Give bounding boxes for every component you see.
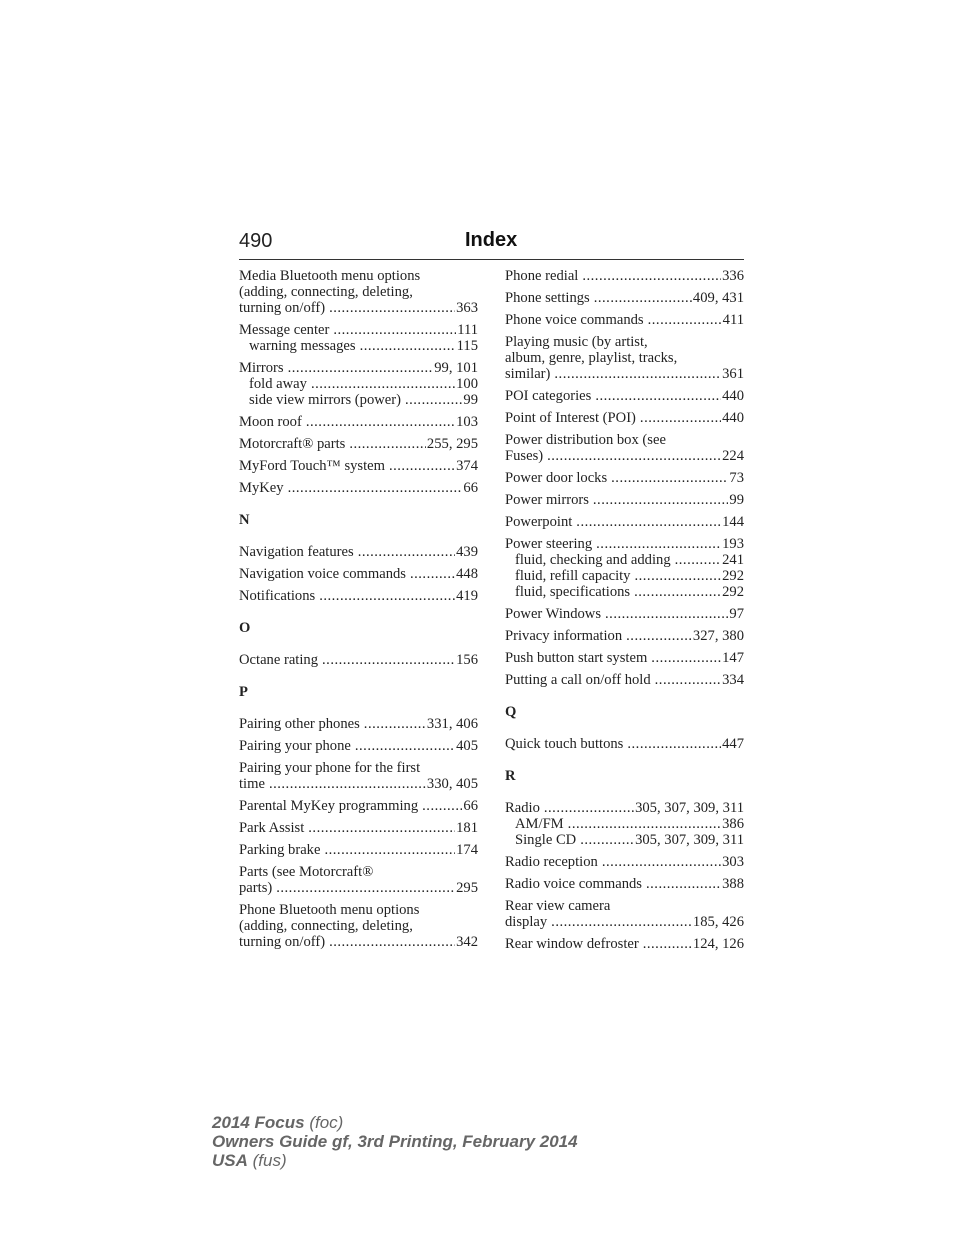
dot-leader xyxy=(269,776,426,792)
entry-text: Point of Interest (POI) xyxy=(505,410,636,426)
index-entry-line xyxy=(505,268,744,284)
dot-leader xyxy=(333,322,456,338)
footer-market-code: (fus) xyxy=(247,1151,287,1170)
dot-leader xyxy=(389,458,455,474)
index-entry xyxy=(505,628,744,644)
page-reference: 334 xyxy=(722,672,744,688)
index-entry xyxy=(505,800,744,848)
dot-leader xyxy=(551,914,692,930)
page-reference: 388 xyxy=(722,876,744,892)
dot-leader xyxy=(596,536,721,552)
dot-leader xyxy=(329,934,455,950)
index-entry-line xyxy=(239,902,478,918)
dot-leader xyxy=(582,268,721,284)
index-entry xyxy=(239,268,478,316)
page-reference: 331, 406 xyxy=(426,716,478,732)
footer-model-line xyxy=(212,1113,578,1132)
index-entry xyxy=(505,290,744,306)
index-entry-line xyxy=(239,842,478,858)
entry-text: Power distribution box (see xyxy=(505,432,666,448)
index-subentry-line xyxy=(239,376,478,392)
page-reference: 193 xyxy=(722,536,744,552)
index-entry-line xyxy=(239,480,478,496)
index-entry xyxy=(239,902,478,950)
index-entry xyxy=(505,334,744,382)
page-reference: 439 xyxy=(456,544,478,560)
entry-text: POI categories xyxy=(505,388,592,404)
index-entry xyxy=(239,738,478,754)
index-entry-line xyxy=(239,414,478,430)
entry-text: Playing music (by artist, xyxy=(505,334,648,350)
page-reference: 97 xyxy=(729,606,744,622)
index-entry-line xyxy=(239,458,478,474)
dot-leader xyxy=(288,360,434,376)
page-reference: 336 xyxy=(722,268,744,284)
footer-model-code: (foc) xyxy=(304,1113,344,1132)
page-reference: 115 xyxy=(456,338,478,354)
index-entry-line xyxy=(505,606,744,622)
entry-text: Parental MyKey programming xyxy=(239,798,419,814)
index-entry xyxy=(505,606,744,622)
dot-leader xyxy=(322,652,455,668)
page-reference: 448 xyxy=(456,566,478,582)
dot-leader xyxy=(568,816,721,832)
page-reference: 440 xyxy=(722,410,744,426)
entry-text: Message center xyxy=(239,322,330,338)
page-reference: 111 xyxy=(457,322,478,338)
index-subentry-line xyxy=(505,584,744,600)
entry-text: Radio voice commands xyxy=(505,876,642,892)
index-entry xyxy=(239,436,478,452)
entry-text: turning on/off) xyxy=(239,300,326,316)
entry-text: fluid, specifications xyxy=(515,584,631,600)
page-reference: 255, 295 xyxy=(426,436,478,452)
page-reference: 327, 380 xyxy=(692,628,744,644)
footer-model: 2014 Focus xyxy=(212,1113,305,1132)
page-reference: 419 xyxy=(456,588,478,604)
dot-leader xyxy=(355,738,455,754)
entry-text: (adding, connecting, deleting, xyxy=(239,284,413,300)
index-entry xyxy=(239,842,478,858)
index-entry-line xyxy=(505,936,744,952)
entry-text: Rear view camera xyxy=(505,898,611,914)
index-entry-line xyxy=(239,820,478,836)
page-reference: 147 xyxy=(722,650,744,666)
index-entry-line xyxy=(239,776,478,792)
index-entry-line xyxy=(239,934,478,950)
index-entry-line xyxy=(239,864,478,880)
dot-leader xyxy=(594,290,692,306)
entry-text: Phone Bluetooth menu options xyxy=(239,902,420,918)
entry-text: Mirrors xyxy=(239,360,284,376)
entry-text: warning messages xyxy=(249,338,356,354)
index-entry xyxy=(239,414,478,430)
index-entry xyxy=(505,410,744,426)
footer-guide: Owners Guide gf, 3rd Printing, February 2014 xyxy=(212,1132,578,1151)
dot-leader xyxy=(319,588,455,604)
page-reference: 103 xyxy=(456,414,478,430)
entry-text: Radio reception xyxy=(505,854,598,870)
entry-text: turning on/off) xyxy=(239,934,326,950)
index-entry-line xyxy=(239,652,478,668)
dot-leader xyxy=(580,832,634,848)
page-reference: 342 xyxy=(456,934,478,950)
page-reference: 124, 126 xyxy=(692,936,744,952)
page-reference: 144 xyxy=(722,514,744,530)
entry-text: AM/FM xyxy=(515,816,564,832)
index-entry-line xyxy=(239,544,478,560)
index-entry xyxy=(505,432,744,464)
page-reference: 224 xyxy=(722,448,744,464)
index-entry-line xyxy=(505,312,744,328)
index-subentry-line xyxy=(505,832,744,848)
page-reference: 386 xyxy=(722,816,744,832)
index-entry-line xyxy=(505,736,744,752)
page-reference: 66 xyxy=(463,798,478,814)
dot-leader xyxy=(651,650,721,666)
dot-leader xyxy=(605,606,728,622)
entry-text: Power mirrors xyxy=(505,492,589,508)
index-subentry-line xyxy=(505,568,744,584)
page-reference: 100 xyxy=(456,376,478,392)
index-entry xyxy=(239,760,478,792)
index-subentry-line xyxy=(239,338,478,354)
dot-leader xyxy=(576,514,721,530)
dot-leader xyxy=(276,880,455,896)
index-entry-line xyxy=(505,448,744,464)
index-subentry-line xyxy=(505,816,744,832)
index-entry-line xyxy=(239,268,478,284)
index-section-letter: P xyxy=(239,684,248,700)
page-reference: 241 xyxy=(722,552,744,568)
index-entry-line xyxy=(239,760,478,776)
index-entry xyxy=(239,544,478,560)
index-entry-line xyxy=(505,388,744,404)
index-entry xyxy=(505,388,744,404)
dot-leader xyxy=(595,388,721,404)
entry-text: Rear window defroster xyxy=(505,936,639,952)
page-reference: 330, 405 xyxy=(426,776,478,792)
page-reference: 305, 307, 309, 311 xyxy=(635,800,744,816)
page-reference: 99 xyxy=(463,392,478,408)
index-entry xyxy=(505,854,744,870)
index-entry xyxy=(239,458,478,474)
dot-leader xyxy=(643,936,692,952)
page-reference: 440 xyxy=(722,388,744,404)
entry-text: fold away xyxy=(249,376,307,392)
index-subentry-line xyxy=(505,552,744,568)
entry-text: Pairing your phone for the first xyxy=(239,760,421,776)
dot-leader xyxy=(646,876,721,892)
dot-leader xyxy=(648,312,722,328)
index-entry-line xyxy=(505,350,744,366)
dot-leader xyxy=(640,410,721,426)
index-section-letter: Q xyxy=(505,704,517,720)
index-entry-line xyxy=(239,918,478,934)
entry-text: Phone redial xyxy=(505,268,579,284)
entry-text: time xyxy=(239,776,265,792)
dot-leader xyxy=(675,552,721,568)
entry-text: Park Assist xyxy=(239,820,305,836)
index-entry-line xyxy=(505,492,744,508)
entry-text: MyFord Touch™ system xyxy=(239,458,385,474)
entry-text: Power door locks xyxy=(505,470,608,486)
dot-leader xyxy=(410,566,455,582)
entry-text: album, genre, playlist, tracks, xyxy=(505,350,678,366)
entry-text: Single CD xyxy=(515,832,577,848)
index-entry xyxy=(239,360,478,408)
entry-text: Pairing other phones xyxy=(239,716,360,732)
index-entry xyxy=(505,514,744,530)
index-entry xyxy=(505,650,744,666)
index-entry-line xyxy=(239,284,478,300)
index-entry xyxy=(239,820,478,836)
entry-text: Octane rating xyxy=(239,652,319,668)
entry-text: display xyxy=(505,914,548,930)
entry-text: (adding, connecting, deleting, xyxy=(239,918,413,934)
footer-market-line xyxy=(212,1151,578,1170)
index-entry-line xyxy=(505,800,744,816)
index-column-left xyxy=(239,268,478,950)
page-reference: 295 xyxy=(456,880,478,896)
index-section-letter: N xyxy=(239,512,250,528)
index-entry xyxy=(239,566,478,582)
entry-text: Putting a call on/off hold xyxy=(505,672,651,688)
index-entry xyxy=(239,798,478,814)
index-entry xyxy=(239,864,478,896)
index-entry-line xyxy=(239,300,478,316)
page-reference: 363 xyxy=(456,300,478,316)
entry-text: Moon roof xyxy=(239,414,302,430)
page-number: 490 xyxy=(239,230,273,252)
page-header xyxy=(239,229,744,260)
page-reference: 405 xyxy=(456,738,478,754)
dot-leader xyxy=(306,414,455,430)
entry-text: Navigation voice commands xyxy=(239,566,406,582)
page-reference: 181 xyxy=(456,820,478,836)
entry-text: Power Windows xyxy=(505,606,602,622)
entry-text: Navigation features xyxy=(239,544,354,560)
page-reference: 305, 307, 309, 311 xyxy=(635,832,744,848)
index-entry xyxy=(239,480,478,496)
index-entry-line xyxy=(239,436,478,452)
index-entry xyxy=(505,312,744,328)
entry-text: Phone settings xyxy=(505,290,590,306)
page-title: Index xyxy=(465,229,518,251)
page-reference: 66 xyxy=(463,480,478,496)
entry-text: fluid, refill capacity xyxy=(515,568,631,584)
footer-market: USA xyxy=(212,1151,248,1170)
index-entry-line xyxy=(505,410,744,426)
footer-guide-line xyxy=(212,1132,578,1151)
dot-leader xyxy=(405,392,462,408)
page-reference: 374 xyxy=(456,458,478,474)
index-entry-line xyxy=(505,536,744,552)
dot-leader xyxy=(627,736,721,752)
index-entry xyxy=(239,322,478,354)
index-entry-line xyxy=(239,566,478,582)
dot-leader xyxy=(288,480,463,496)
index-entry xyxy=(505,876,744,892)
page-reference: 303 xyxy=(722,854,744,870)
index-entry-line xyxy=(505,334,744,350)
entry-text: similar) xyxy=(505,366,551,382)
index-entry-line xyxy=(239,880,478,896)
index-entry-line xyxy=(239,322,478,338)
entry-text: fluid, checking and adding xyxy=(515,552,671,568)
entry-text: Privacy information xyxy=(505,628,623,644)
dot-leader xyxy=(655,672,721,688)
index-entry xyxy=(505,268,744,284)
index-entry-line xyxy=(505,854,744,870)
entry-text: Powerpoint xyxy=(505,514,573,530)
entry-text: Quick touch buttons xyxy=(505,736,624,752)
dot-leader xyxy=(634,584,721,600)
page-reference: 99 xyxy=(729,492,744,508)
dot-leader xyxy=(311,376,455,392)
entry-text: Parking brake xyxy=(239,842,321,858)
entry-text: Pairing your phone xyxy=(239,738,351,754)
page-reference: 185, 426 xyxy=(692,914,744,930)
index-entry-line xyxy=(505,470,744,486)
index-entry xyxy=(239,588,478,604)
dot-leader xyxy=(364,716,426,732)
entry-text: MyKey xyxy=(239,480,284,496)
entry-text: Notifications xyxy=(239,588,316,604)
index-section-letter: R xyxy=(505,768,516,784)
index-entry xyxy=(505,536,744,600)
index-entry xyxy=(505,736,744,752)
entry-text: Radio xyxy=(505,800,540,816)
dot-leader xyxy=(602,854,721,870)
index-entry xyxy=(239,716,478,732)
dot-leader xyxy=(349,436,426,452)
page-reference: 174 xyxy=(456,842,478,858)
entry-text: Media Bluetooth menu options xyxy=(239,268,421,284)
index-entry-line xyxy=(505,432,744,448)
index-subentry-line xyxy=(239,392,478,408)
page-reference: 292 xyxy=(722,568,744,584)
index-column-right xyxy=(505,268,744,952)
index-entry-line xyxy=(239,798,478,814)
dot-leader xyxy=(308,820,455,836)
index-entry-line xyxy=(505,914,744,930)
dot-leader xyxy=(544,800,634,816)
entry-text: side view mirrors (power) xyxy=(249,392,401,408)
page-reference: 292 xyxy=(722,584,744,600)
index-entry-line xyxy=(505,628,744,644)
index-entry-line xyxy=(505,366,744,382)
entry-text: Fuses) xyxy=(505,448,544,464)
index-entry xyxy=(505,936,744,952)
dot-leader xyxy=(358,544,455,560)
index-entry xyxy=(505,470,744,486)
entry-text: Parts (see Motorcraft® xyxy=(239,864,374,880)
entry-text: Push button start system xyxy=(505,650,648,666)
page-reference: 99, 101 xyxy=(434,360,478,376)
index-entry-line xyxy=(505,290,744,306)
dot-leader xyxy=(554,366,721,382)
dot-leader xyxy=(634,568,721,584)
index-entry-line xyxy=(505,514,744,530)
index-entry-line xyxy=(505,876,744,892)
page-reference: 156 xyxy=(456,652,478,668)
index-section-letter: O xyxy=(239,620,251,636)
page-reference: 447 xyxy=(722,736,744,752)
index-entry xyxy=(505,898,744,930)
page-reference: 409, 431 xyxy=(692,290,744,306)
dot-leader xyxy=(547,448,721,464)
dot-leader xyxy=(329,300,455,316)
page-reference: 73 xyxy=(729,470,744,486)
page-reference: 361 xyxy=(722,366,744,382)
dot-leader xyxy=(593,492,729,508)
index-entry xyxy=(239,652,478,668)
page-reference: 411 xyxy=(722,312,744,328)
index-entry-line xyxy=(239,588,478,604)
entry-text: Power steering xyxy=(505,536,593,552)
index-entry-line xyxy=(239,716,478,732)
entry-text: Motorcraft® parts xyxy=(239,436,346,452)
index-entry xyxy=(505,672,744,688)
page-footer xyxy=(212,1113,578,1170)
dot-leader xyxy=(626,628,692,644)
dot-leader xyxy=(611,470,728,486)
index-entry-line xyxy=(505,672,744,688)
index-entry xyxy=(505,492,744,508)
entry-text: parts) xyxy=(239,880,273,896)
index-entry-line xyxy=(505,650,744,666)
index-entry-line xyxy=(239,360,478,376)
entry-text: Phone voice commands xyxy=(505,312,644,328)
dot-leader xyxy=(422,798,462,814)
dot-leader xyxy=(360,338,456,354)
index-entry-line xyxy=(239,738,478,754)
dot-leader xyxy=(324,842,455,858)
index-entry-line xyxy=(505,898,744,914)
